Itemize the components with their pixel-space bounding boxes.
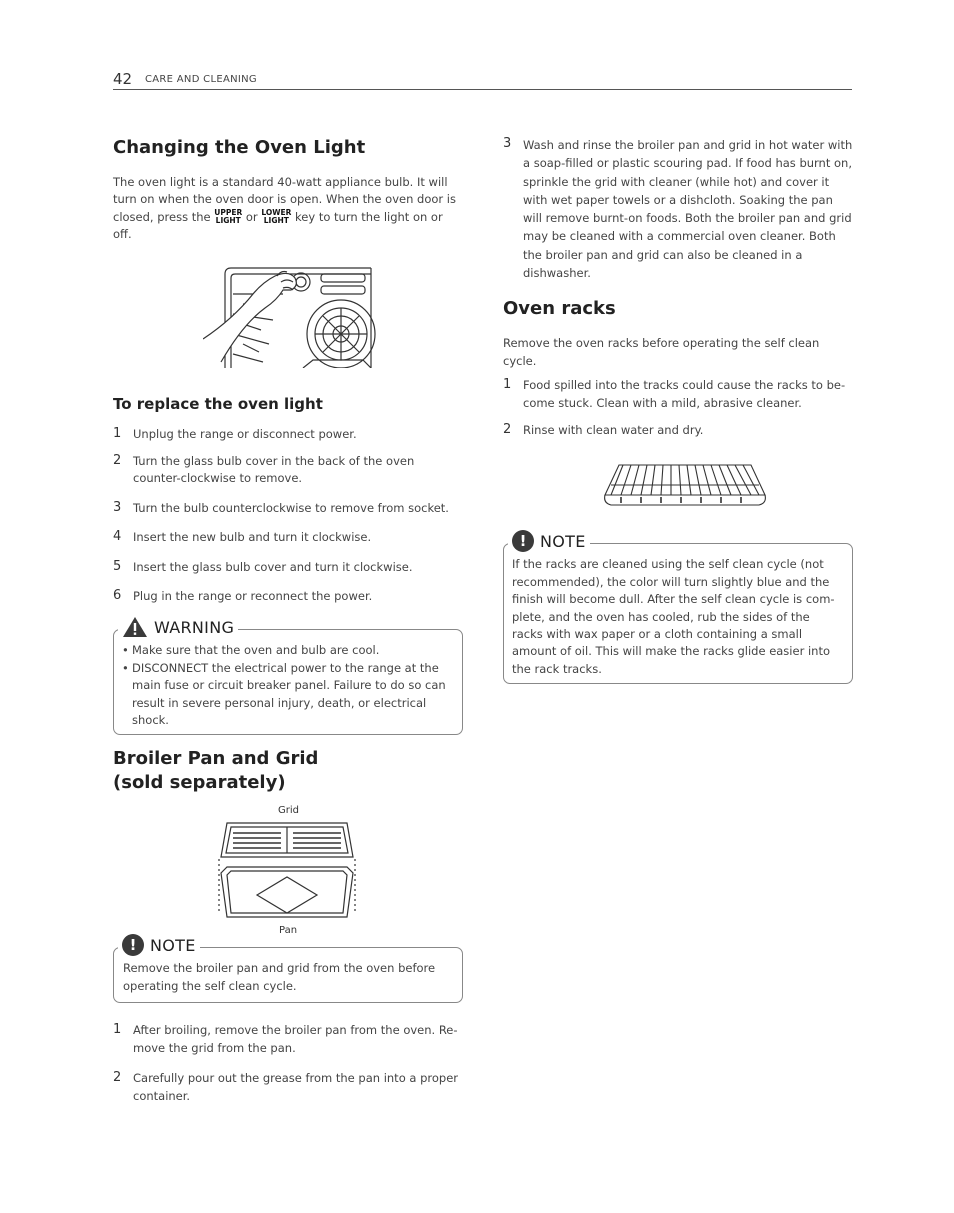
- intro-text-1: The oven light is a standard 40-watt appliance bulb. It will turn on when the oven door is open. When the oven door is closed, press the: [113, 175, 456, 224]
- left-column: [113, 136, 463, 1105]
- exclamation-circle-icon: !: [512, 530, 534, 552]
- note-text: Remove the broiler pan and grid from the oven before operating the self clean cycle.: [123, 961, 436, 993]
- list-item: [113, 500, 463, 517]
- step-text: Unplug the range or disconnect power.: [133, 426, 357, 441]
- list-item: [113, 559, 463, 576]
- warning-title: WARNING: [154, 617, 235, 637]
- replace-light-title: To replace the oven light: [113, 394, 323, 413]
- note-header: [118, 934, 200, 956]
- step-text: Food spilled into the tracks could cause the racks to be-come stuck. Clean with a mild, abrasive cleaner.: [523, 378, 846, 410]
- intro-or: or: [245, 209, 258, 224]
- oven-light-title: Changing the Oven Light: [113, 137, 366, 158]
- step-number: 1: [503, 377, 512, 393]
- replace-steps-list: [113, 426, 463, 606]
- oven-racks-title: Oven racks: [503, 298, 616, 320]
- oven-light-intro: [113, 174, 463, 244]
- list-item: [503, 422, 853, 439]
- lower-light-key-icon: LOWER LIGHT: [261, 208, 292, 226]
- oven-rack-illustration: [601, 461, 769, 511]
- exclamation-circle-icon: !: [122, 934, 144, 956]
- broiler-pan-icon: [217, 819, 357, 923]
- list-item: [503, 136, 853, 282]
- step-text: Wash and rinse the broiler pan and grid in hot water with a soap-filled or plastic scouring pad. If food has burnt on, sprinkle the grid with cleaner (while hot) and cover it with wet paper towels or a dishcloth. Soaking the pan will remove burnt-on foods. Both the broiler pan and grid may be cleaned with a commercial oven cleaner. Both the broiler pan and grid can also be cleaned in a dishwasher.: [523, 138, 853, 281]
- step-text: Turn the glass bulb cover in the back of the oven counter-clockwise to remove.: [133, 454, 415, 486]
- step-number: 5: [113, 558, 122, 574]
- step-number: 6: [113, 588, 122, 604]
- oven-interior-icon: [203, 264, 463, 368]
- step-number: 2: [113, 1070, 122, 1086]
- page-number: 42: [113, 70, 133, 88]
- list-item: • Make sure that the oven and bulb are cool.: [122, 642, 452, 659]
- broiler-title-line1: Broiler Pan and Grid: [113, 748, 319, 770]
- broiler-steps-list: [113, 1022, 463, 1105]
- racks-note-box: [503, 531, 853, 684]
- right-column: [503, 136, 853, 684]
- list-item: [113, 1070, 463, 1105]
- oven-rack-icon: [601, 461, 769, 511]
- broiler-note-box: [113, 935, 463, 1003]
- step-number: 2: [503, 422, 512, 437]
- step-number: 3: [503, 136, 512, 151]
- list-item: [113, 426, 463, 443]
- step-text: Carefully pour out the grease from the pan into a proper container.: [133, 1071, 458, 1103]
- list-item: [113, 588, 463, 605]
- intro-text-2: key to turn the light on or off.: [113, 209, 443, 242]
- grid-label: Grid: [278, 805, 299, 817]
- step-text: Rinse with clean water and dry.: [523, 423, 704, 437]
- step-text: After broiling, remove the broiler pan from the oven. Re-move the grid from the pan.: [133, 1023, 458, 1055]
- upper-light-key-icon: UPPER LIGHT: [214, 208, 243, 226]
- list-item: [113, 529, 463, 546]
- pan-label: Pan: [279, 925, 298, 937]
- note-text: If the racks are cleaned using the self clean cycle (not recommended), the color will turn slightly blue and the finish will become dull. After the self clean cycle is com-plete, and the oven has cooled, rub the sides of the racks with wax paper or a cloth containing a small amount of oil. This will make the racks glide easier into the rack tracks.: [512, 557, 835, 676]
- warning-box: [113, 617, 463, 735]
- step-number: 3: [113, 499, 122, 515]
- note-title: NOTE: [150, 935, 196, 955]
- list-item: [113, 453, 463, 488]
- section-name: CARE AND CLEANING: [145, 74, 257, 85]
- step-number: 2: [113, 453, 122, 469]
- step-number: 1: [113, 1022, 122, 1038]
- warning-header: [118, 616, 238, 638]
- step-text: Plug in the range or reconnect the power.: [133, 589, 373, 604]
- list-item: [503, 377, 853, 412]
- note-title: NOTE: [540, 531, 586, 551]
- broiler-title: [113, 747, 463, 795]
- broiler-illustration: [217, 807, 357, 937]
- list-item: • DISCONNECT the electrical power to the range at the main fuse or circuit breaker panel. Failure to do so can result in severe personal injury, death, or electrical shock.: [122, 660, 452, 730]
- racks-intro: Remove the oven racks before operating the self clean cycle.: [503, 336, 820, 368]
- oven-light-illustration: [203, 264, 463, 368]
- step-number: 4: [113, 529, 122, 545]
- list-item: [113, 1022, 463, 1057]
- step-number: 1: [113, 425, 122, 441]
- step-text: Turn the bulb counterclockwise to remove from socket.: [133, 500, 449, 515]
- step-text: Insert the new bulb and turn it clockwise.: [133, 530, 372, 545]
- page-header: [113, 70, 852, 90]
- racks-steps-list: [503, 377, 853, 439]
- note-header: [508, 530, 590, 552]
- warning-triangle-icon: [122, 616, 148, 638]
- broiler-title-line2: (sold separately): [113, 772, 286, 794]
- step-text: Insert the glass bulb cover and turn it clockwise.: [133, 559, 413, 574]
